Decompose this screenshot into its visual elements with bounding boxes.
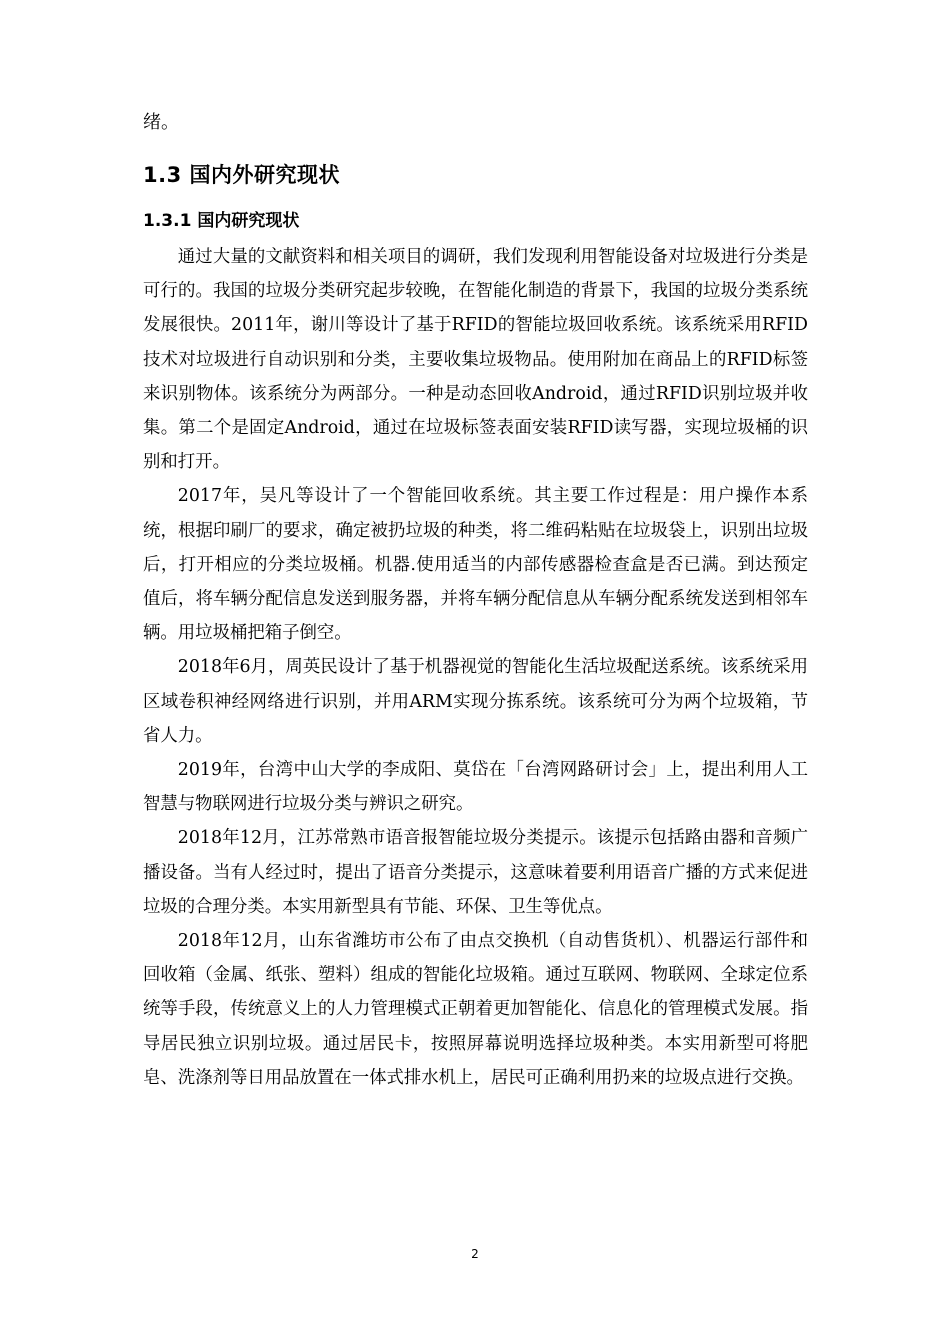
paragraph-machine-vision: 2018年6月，周英民设计了基于机器视觉的智能化生活垃圾配送系统。该系统采用区域卷积神经网络进行识别，并用ARM实现分拣系统。该系统可分为两个垃圾箱，节省人力。	[143, 657, 808, 746]
paragraph-rfid-system: 通过大量的文献资料和相关项目的调研，我们发现利用智能设备对垃圾进行分类是可行的。我国的垃圾分类研究起步较晚，在智能化制造的背景下，我国的垃圾分类系统发展很快。2011年，谢川等设计了基于RFID的智能垃圾回收系统。该系统采用RFID技术对垃圾进行自动识别和分类，主要收集垃圾物品。使用附加在商品上的RFID标签来识别物体。该系统分为两部分。一种是动态回收Android，通过RFID识别垃圾并收集。第二个是固定Android，通过在垃圾标签表面安装RFID读写器，实现垃圾桶的识别和打开。	[143, 247, 808, 473]
subsection-heading: 1.3.1 国内研究现状	[143, 211, 300, 231]
paragraph-taiwan-research: 2019年，台湾中山大学的李成阳、莫岱在「台湾网路研讨会」上，提出利用人工智慧与物联网进行垃圾分类与辨识之研究。	[143, 760, 808, 815]
page-content	[143, 106, 808, 1095]
page-number: 2	[471, 1247, 479, 1261]
carryover-text: 绪。	[143, 112, 179, 133]
paragraph-weifang-bin: 2018年12月，山东省潍坊市公布了由点交换机（自动售货机）、机器运行部件和回收箱（金属、纸张、塑料）组成的智能化垃圾箱。通过互联网、物联网、全球定位系统等手段，传统意义上的人力管理模式正朝着更加智能化、信息化的管理模式发展。指导居民独立识别垃圾。通过居民卡，按照屏幕说明选择垃圾种类。本实用新型可将肥皂、洗涤剂等日用品放置在一体式排水机上，居民可正确利用扔来的垃圾点进行交换。	[143, 931, 808, 1088]
paragraph-recycling-system: 2017年，吴凡等设计了一个智能回收系统。其主要工作过程是：用户操作本系统，根据印刷厂的要求，确定被扔垃圾的种类，将二维码粘贴在垃圾袋上，识别出垃圾后，打开相应的分类垃圾桶。机器.使用适当的内部传感器检查盒是否已满。到达预定值后，将车辆分配信息发送到服务器，并将车辆分配信息从车辆分配系统发送到相邻车辆。用垃圾桶把箱子倒空。	[143, 486, 808, 644]
paragraph-changshu-voice: 2018年12月，江苏常熟市语音报智能垃圾分类提示。该提示包括路由器和音频广播设备。当有人经过时，提出了语音分类提示，这意味着要利用语音广播的方式来促进垃圾的合理分类。本实用新型具有节能、环保、卫生等优点。	[143, 828, 808, 917]
section-heading: 1.3 国内外研究现状	[143, 163, 341, 187]
